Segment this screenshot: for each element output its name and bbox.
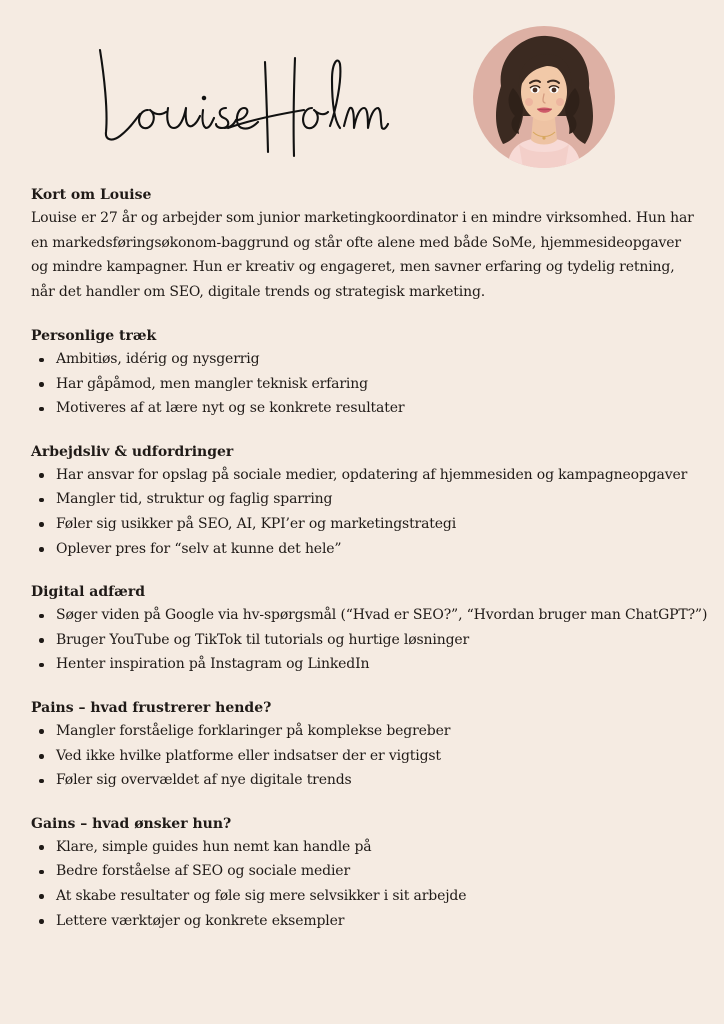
list-item: Har ansvar for opslag på sociale medier, opdatering af hjemmesiden og kampagneopgaver	[31, 463, 701, 488]
intro-section	[31, 185, 701, 304]
signature-logo	[90, 40, 390, 165]
list-item: Har gåpåmod, men mangler teknisk erfaring	[31, 372, 701, 397]
section-title-intro: Kort om Louise	[31, 187, 152, 203]
section-title: Personlige træk	[31, 328, 157, 344]
list-item: Bedre forståelse af SEO og sociale medier	[31, 859, 701, 884]
intro-text: Louise er 27 år og arbejder som junior marketingkoordinator i en mindre virksomhed. Hun har en markedsføringsøkonom-baggrund og står ofte alene med både SoMe, hjemmesideopgaver og mindre kampagner. Hun er kreativ og engageret, men savner erfaring og tydelig retning, når det handler om SEO, digitale trends og strategisk marketing.	[31, 210, 694, 300]
list-item: Oplever pres for “selv at kunne det hele”	[31, 537, 701, 562]
woman-avatar-icon	[473, 26, 615, 168]
bullet-list	[31, 835, 701, 933]
list-item: Føler sig usikker på SEO, AI, KPI’er og marketingstrategi	[31, 512, 701, 537]
section-work-life	[31, 442, 701, 561]
list-item: Klare, simple guides hun nemt kan handle på	[31, 835, 701, 860]
section-personal-traits	[31, 326, 701, 421]
list-item: Motiveres af at lære nyt og se konkrete resultater	[31, 396, 701, 421]
section-title: Arbejdsliv & udfordringer	[31, 443, 234, 460]
list-item: Mangler tid, struktur og faglig sparring	[31, 487, 701, 512]
bullet-list	[31, 347, 701, 421]
list-item: Bruger YouTube og TikTok til tutorials og hurtige løsninger	[31, 628, 701, 653]
list-item: Føler sig overvældet af nye digitale trends	[31, 768, 701, 793]
list-item: Søger viden på Google via hv-spørgsmål (“Hvad er SEO?”, “Hvordan bruger man ChatGPT?”)	[31, 603, 701, 628]
list-item: At skabe resultater og føle sig mere selvsikker i sit arbejde	[31, 884, 701, 909]
section-pains	[31, 698, 701, 793]
section-title: Gains – hvad ønsker hun?	[31, 815, 232, 832]
list-item: Lettere værktøjer og konkrete eksempler	[31, 909, 701, 934]
bullet-list	[31, 719, 701, 793]
list-item: Henter inspiration på Instagram og LinkedIn	[31, 652, 701, 677]
section-title: Digital adfærd	[31, 584, 145, 601]
bullet-list	[31, 603, 708, 677]
list-item: Ambitiøs, idérig og nysgerrig	[31, 347, 701, 372]
bullet-list	[31, 463, 701, 561]
section-digital-behaviour	[31, 582, 708, 677]
list-item: Mangler forståelige forklaringer på komplekse begreber	[31, 719, 701, 744]
section-gains	[31, 814, 701, 933]
persona-content	[31, 185, 708, 954]
list-item: Ved ikke hvilke platforme eller indsatser der er vigtigst	[31, 744, 701, 769]
section-title: Pains – hvad frustrerer hende?	[31, 699, 272, 716]
